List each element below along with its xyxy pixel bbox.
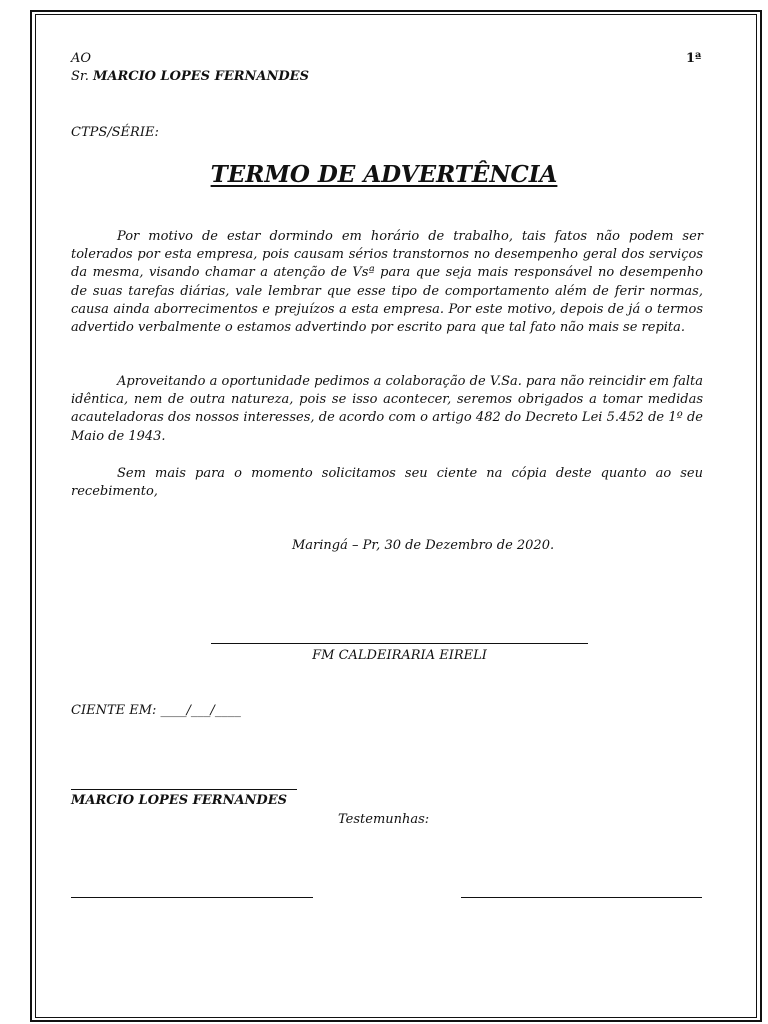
ctps-label: CTPS/SÉRIE: (71, 125, 159, 140)
company-signature-line (211, 643, 588, 644)
company-signature-name: FM CALDEIRARIA EIRELI (312, 648, 487, 663)
body-paragraph-3 (71, 465, 703, 501)
paragraph-1-text: Por motivo de estar dormindo em horário de trabalho, tais fatos não podem ser tolerados por esta empresa, pois causam sérios transtornos no desempenho geral dos serviços da mesma, visando chamar a atenção de Vsª para que seja mais responsável no desempenho de suas tarefas diárias, vale lembrar que esse tipo de comportamento além de ferir normas, causa ainda aborrecimentos e prejuízos a esta empresa. Por este motivo, depois de já o termos advertido verbalmente o estamos advertindo por escrito para que tal fato não mais se repita. (71, 229, 703, 336)
ciente-date-field: CIENTE EM: ____/___/____ (71, 703, 241, 718)
recipient-line (71, 68, 309, 86)
document-title-text: TERMO DE ADVERTÊNCIA (210, 161, 558, 188)
addressee-label: AO (71, 51, 92, 66)
recipient-name: MARCIO LOPES FERNANDES (92, 69, 309, 84)
paragraph-3-text: Sem mais para o momento solicitamos seu ciente na cópia deste quanto ao seu recebimento, (71, 466, 703, 500)
document-title (0, 160, 768, 190)
body-paragraph-1 (71, 228, 703, 337)
paragraph-2-text: Aproveitando a oportunidade pedimos a colaboração de V.Sa. para não reincidir em falta idêntica, nem de outra natureza, pois se isso acontecer, seremos obrigados a tomar medidas acauteladoras dos nossos interesses, de acordo com o artigo 482 do Decreto Lei 5.452 de 1º de Maio de 1943. (71, 374, 703, 444)
witness-2-signature-line (461, 897, 702, 898)
employee-signature-name: MARCIO LOPES FERNANDES (71, 793, 287, 808)
body-paragraph-2 (71, 373, 703, 446)
place-date: Maringá – Pr, 30 de Dezembro de 2020. (292, 538, 555, 553)
page-marker: 1ª (686, 51, 702, 66)
employee-signature-line (71, 789, 297, 790)
witness-1-signature-line (71, 897, 313, 898)
witnesses-label: Testemunhas: (338, 812, 430, 827)
recipient-prefix: Sr. (71, 69, 89, 84)
